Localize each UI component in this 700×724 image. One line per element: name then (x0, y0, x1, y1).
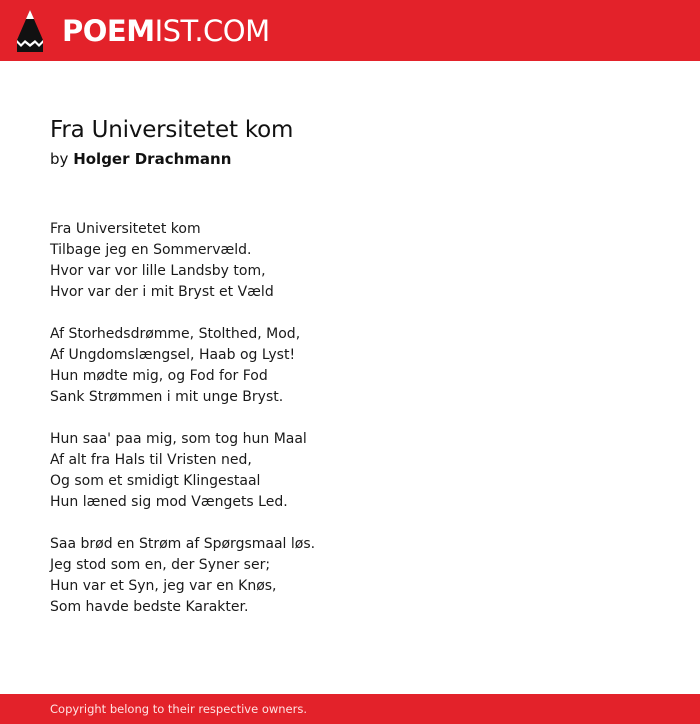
site-header (0, 0, 700, 61)
poem-line: Fra Universitetet kom (50, 221, 201, 237)
logo-brand-light: IST.COM (154, 14, 270, 48)
poem-line: Som havde bedste Karakter. (50, 599, 249, 615)
pencil-tip-icon[interactable] (17, 10, 43, 52)
poem-line: Hun saa' paa mig, som tog hun Maal (50, 431, 307, 447)
poem-line: Hun mødte mig, og Fod for Fod (50, 368, 268, 384)
poem-line: Hun læned sig mod Vængets Led. (50, 494, 288, 510)
stanza (50, 429, 315, 513)
poem-body (50, 219, 315, 639)
site-logo-link[interactable] (62, 12, 270, 50)
poem-line: Af Ungdomslængsel, Haab og Lyst! (50, 347, 296, 363)
site-footer (0, 694, 700, 724)
poem-line: Af alt fra Hals til Vristen ned, (50, 452, 252, 468)
poem-line: Hun var et Syn, jeg var en Knøs, (50, 578, 277, 594)
poem-line: Jeg stod som en, der Syner ser; (50, 557, 271, 573)
poem-byline (50, 150, 231, 168)
poem-line: Hvor var der i mit Bryst et Væld (50, 284, 274, 300)
stanza (50, 219, 315, 303)
copyright-text: Copyright belong to their respective owners. (50, 702, 308, 716)
stanza (50, 534, 315, 618)
poem-line: Og som et smidigt Klingestaal (50, 473, 261, 489)
poem-line: Saa brød en Strøm af Spørgsmaal løs. (50, 536, 316, 552)
logo-brand-bold: POEM (62, 14, 155, 48)
poem-line: Hvor var vor lille Landsby tom, (50, 263, 266, 279)
poem-line: Tilbage jeg en Sommervæld. (50, 242, 252, 258)
poem-title: Fra Universitetet kom (50, 117, 294, 143)
stanza (50, 324, 315, 408)
poem-line: Af Storhedsdrømme, Stolthed, Mod, (50, 326, 301, 342)
by-label: by (50, 150, 69, 168)
author-link[interactable]: Holger Drachmann (73, 150, 232, 168)
poem-line: Sank Strømmen i mit unge Bryst. (50, 389, 284, 405)
